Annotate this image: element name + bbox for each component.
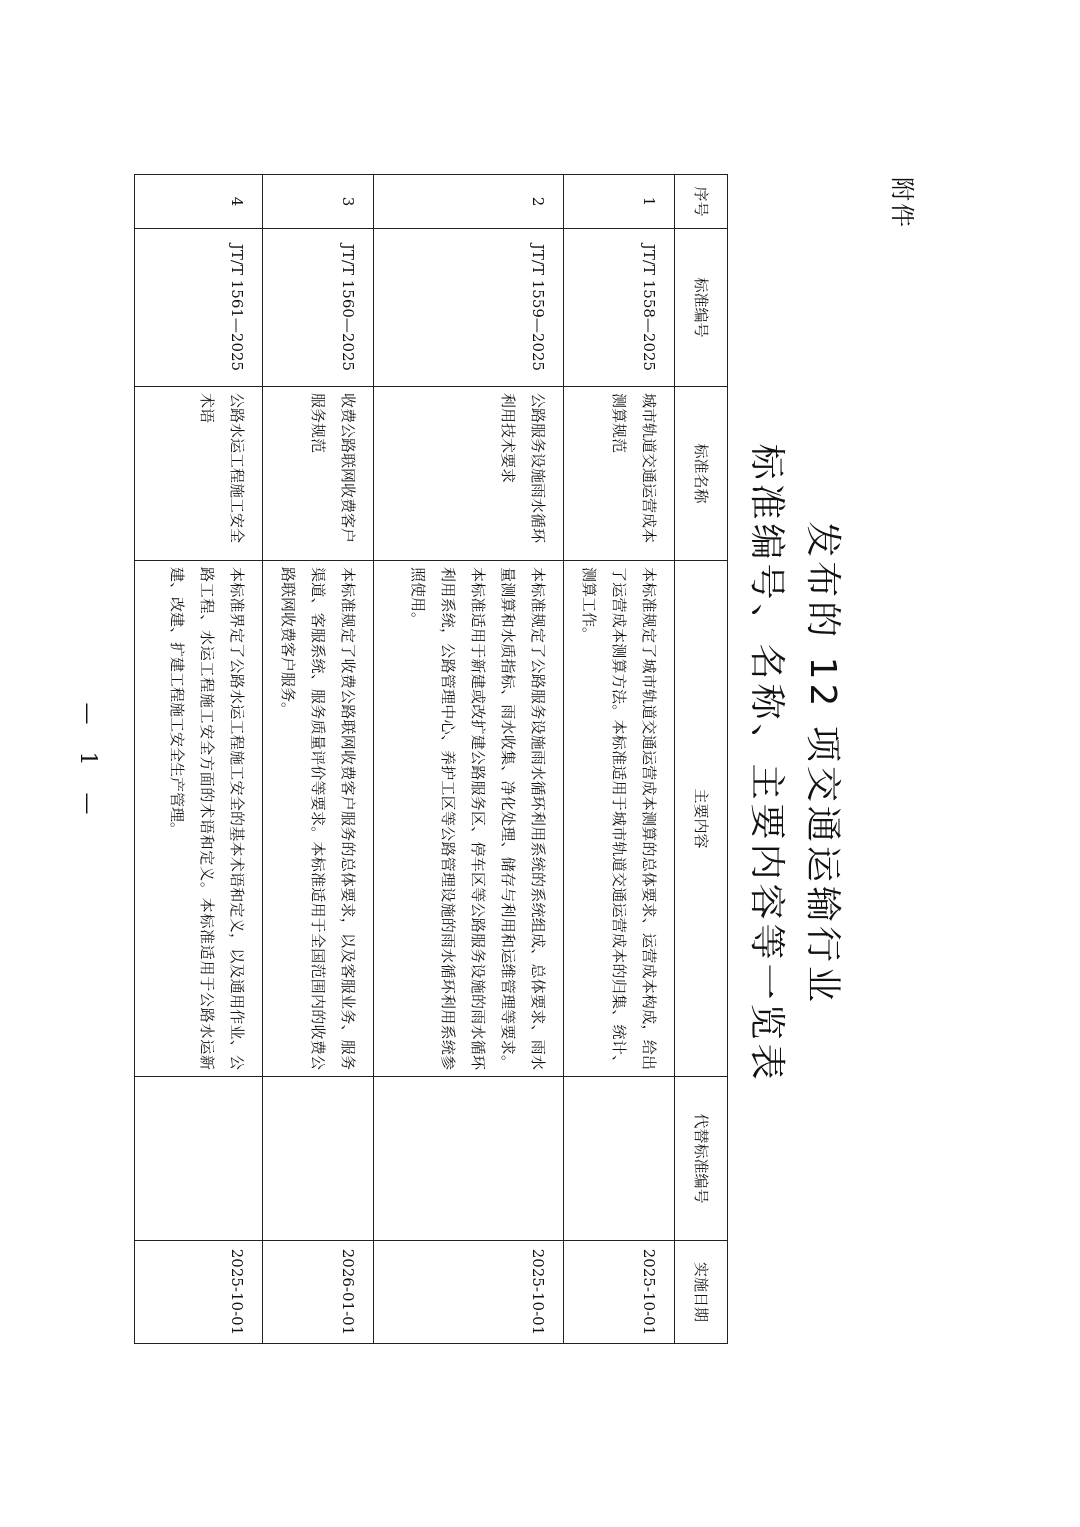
table-row [263,175,374,1344]
table-header-row [675,175,728,1344]
cell-main: 本标准规定了公路服务设施雨水循环利用系统的系统组成、总体要求、雨水量测算和水质指标、雨水收集、净化处理、储存与利用和运维管理等要求。本标准适用于新建或改扩建公路服务区、停车区等公路服务设施的雨水循环利用系统，公路管理中心、养护工区等公路管理设施的雨水循环利用系统参照使用。 [374,561,564,1077]
cell-name: 收费公路联网收费客户服务规范 [263,387,374,561]
standards-table [134,174,728,1344]
cell-replaced [564,1077,675,1241]
table-row [374,175,564,1344]
cell-replaced [263,1077,374,1241]
table-row [564,175,675,1344]
cell-main: 本标准规定了收费公路联网收费客户服务的总体要求，以及客服业务、服务渠道、客服系统、服务质量评价等要求。本标准适用于全国范围内的收费公路联网收费客户服务。 [263,561,374,1077]
cell-name: 城市轨道交通运营成本测算规范 [564,387,675,561]
table-row [135,175,263,1344]
cell-date: 2025-10-01 [135,1241,263,1344]
cell-main: 本标准界定了公路水运工程施工安全的基本术语和定义，以及通用作业、公路工程、水运工程施工安全方面的术语和定义。本标准适用于公路水运新建、改建、扩建工程施工安全生产管理。 [135,561,263,1077]
header-code: 标准编号 [675,229,728,387]
cell-code: JT/T 1559—2025 [374,229,564,387]
cell-name: 公路服务设施雨水循环利用技术要求 [374,387,564,561]
cell-code: JT/T 1560—2025 [263,229,374,387]
cell-date: 2026-01-01 [263,1241,374,1344]
page-title: 发布的 12 项交通运输行业 [802,521,843,1006]
header-main: 主要内容 [675,561,728,1077]
cell-seq: 4 [135,175,263,229]
cell-code: JT/T 1561—2025 [135,229,263,387]
cell-seq: 1 [564,175,675,229]
cell-name: 公路水运工程施工安全术语 [135,387,263,561]
cell-seq: 3 [263,175,374,229]
cell-seq: 2 [374,175,564,229]
cell-replaced [135,1077,263,1241]
header-seq: 序号 [675,175,728,229]
cell-date: 2025-10-01 [374,1241,564,1344]
page-subtitle: 标准编号、名称、主要内容等一览表 [746,443,787,1084]
cell-date: 2025-10-01 [564,1241,675,1344]
attachment-label: 附件 [888,177,916,229]
cell-code: JT/T 1558—2025 [564,229,675,387]
header-name: 标准名称 [675,387,728,561]
cell-replaced [374,1077,564,1241]
header-replaced: 代替标准编号 [675,1077,728,1241]
header-date: 实施日期 [675,1241,728,1344]
cell-main: 本标准规定了城市轨道交通运营成本测算的总体要求、运营成本构成，给出了运营成本测算方法。本标准适用于城市轨道交通运营成本的归集、统计、测算工作。 [564,561,675,1077]
page-number: — 1 — [75,702,100,825]
